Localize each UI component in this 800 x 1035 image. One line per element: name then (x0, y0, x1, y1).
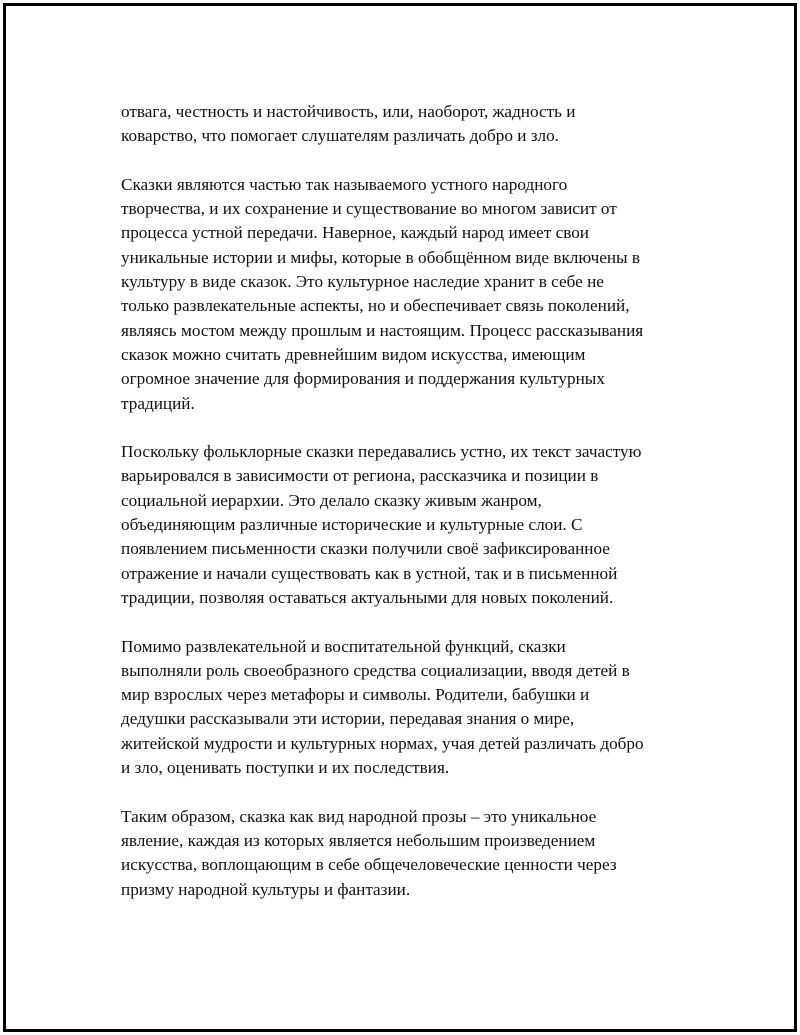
paragraph-4 (121, 635, 696, 781)
paragraph-line: коварство, что помогает слушателям различать добро и зло. (121, 126, 559, 146)
paragraph-3 (121, 440, 696, 610)
paragraph-line: мир взрослых через метафоры и символы. Родители, бабушки и (121, 685, 590, 705)
paragraph-line: Помимо развлекательной и воспитательной функций, сказки (121, 636, 566, 656)
paragraph-line: Таким образом, сказка как вид народной прозы – это уникальное (121, 806, 597, 826)
paragraph-line: творчества, и их сохранение и существование во многом зависит от (121, 199, 617, 219)
paragraph-line: социальной иерархии. Это делало сказку живым жанром, (121, 490, 542, 510)
paragraph-line: и зло, оценивать поступки и их последствия. (121, 758, 450, 778)
paragraph-line: Поскольку фольклорные сказки передавались устно, их текст зачастую (121, 442, 642, 462)
paragraph-1 (121, 100, 696, 149)
paragraph-line: появлением письменности сказки получили своё зафиксированное (121, 539, 610, 559)
paragraph-line: Сказки являются частью так называемого устного народного (121, 174, 568, 194)
paragraph-line: отвага, честность и настойчивость, или, наоборот, жадность и (121, 102, 576, 121)
paragraph-line: являясь мостом между прошлым и настоящим. Процесс рассказывания (121, 320, 644, 340)
paragraph-line: процесса устной передачи. Наверное, каждый народ имеет свои (121, 223, 589, 243)
paragraph-line: объединяющим различные исторические и культурные слои. С (121, 515, 583, 535)
paragraph-line: варьировался в зависимости от региона, рассказчика и позиции в (121, 466, 599, 486)
paragraph-2 (121, 173, 696, 416)
paragraph-line: сказок можно считать древнейшим видом искусства, имеющим (121, 344, 586, 364)
paragraph-line: искусства, воплощающим в себе общечеловеческие ценности через (121, 855, 617, 875)
paragraph-line: уникальные истории и мифы, которые в обобщённом виде включены в (121, 247, 641, 267)
paragraph-line: выполняли роль своеобразного средства социализации, вводя детей в (121, 660, 630, 680)
paragraph-line: традиции, позволяя оставаться актуальными для новых поколений. (121, 587, 614, 607)
paragraph-line: дедушки рассказывали эти истории, передавая знания о мире, (121, 709, 575, 729)
document-page (3, 3, 797, 1032)
paragraph-5 (121, 805, 696, 902)
document-body (121, 100, 696, 926)
paragraph-line: явление, каждая из которых является небольшим произведением (121, 830, 596, 850)
paragraph-line: культуру в виде сказок. Это культурное наследие хранит в себе не (121, 272, 604, 292)
paragraph-line: отражение и начали существовать как в устной, так и в письменной (121, 563, 618, 583)
paragraph-line: призму народной культуры и фантазии. (121, 879, 411, 899)
paragraph-line: житейской мудрости и культурных нормах, учая детей различать добро (121, 733, 644, 753)
paragraph-line: только развлекательные аспекты, но и обеспечивает связь поколений, (121, 296, 630, 316)
paragraph-line: традиций. (121, 393, 195, 413)
paragraph-line: огромное значение для формирования и поддержания культурных (121, 369, 605, 389)
